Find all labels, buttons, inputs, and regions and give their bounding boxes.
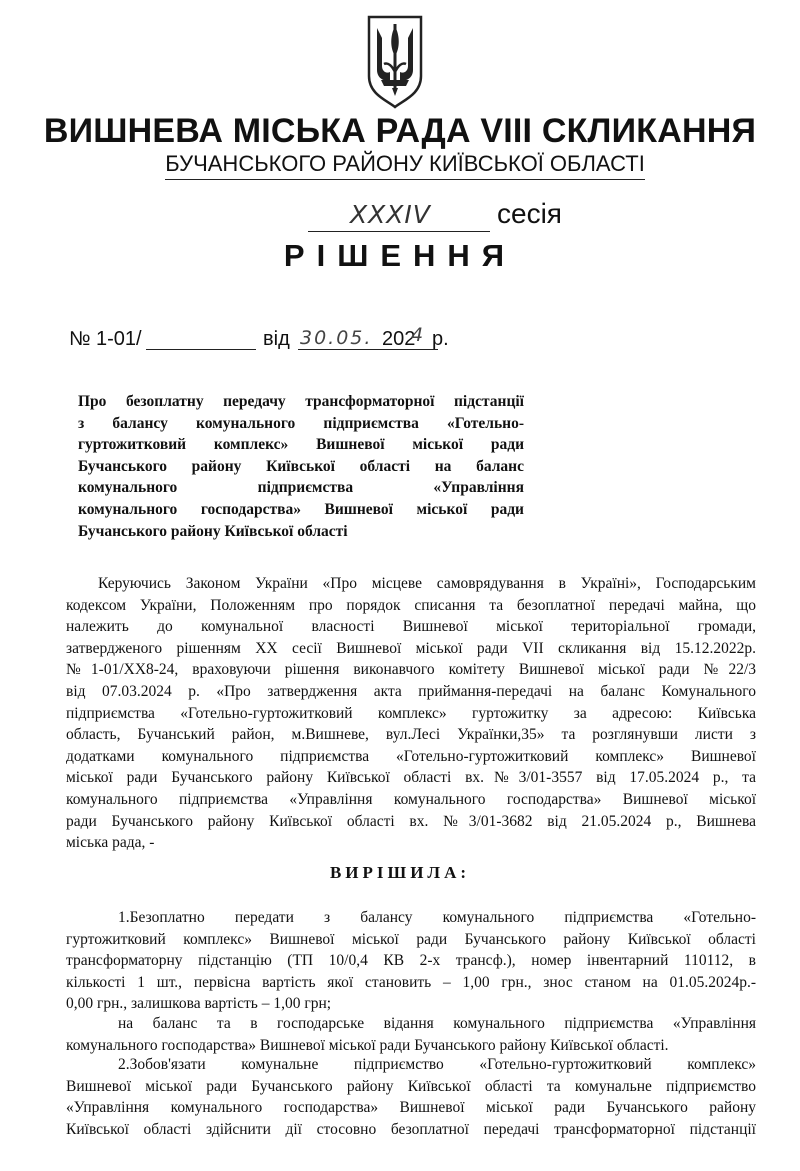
decision-title: РІШЕННЯ: [283, 238, 517, 273]
item-1-line: 1.Безоплатно передати з балансу комунального підприємства «Готельно-: [118, 909, 756, 926]
year-handwritten-digit: 4: [411, 324, 424, 346]
session-number-handwritten: XXXIV: [350, 200, 431, 229]
date-underline: [298, 349, 438, 350]
item-1-line: гуртожитковий комплекс» Вишневої міської ради Бучанського району Київської області: [66, 930, 756, 948]
item-2-paragraph: [66, 1054, 756, 1140]
decision-subject: [78, 391, 524, 542]
item-1-line: 0,00 грн., залишкова вартість – 1,00 грн;: [66, 995, 332, 1013]
subject-line: гуртожитковий комплекс» Вишневої міської ради: [78, 436, 524, 454]
council-subtitle: БУЧАНСЬКОГО РАЙОНУ КИЇВСЬКОЇ ОБЛАСТІ: [165, 151, 645, 180]
document-number-blank: [146, 349, 256, 350]
subject-line: Бучанського району Київської області на баланс: [78, 457, 524, 475]
subject-line: Про безоплатну передачу трансформаторної підстанції: [78, 393, 524, 410]
preamble-line: підприємства «Готельно-гуртожитковий комплекс» гуртожитку за адресою: Київська: [66, 704, 756, 722]
preamble-line: належить до комунальної власності Вишневої міської територіальної громади,: [66, 618, 756, 636]
date-from-label: від: [263, 328, 290, 350]
preamble-paragraph: [66, 573, 756, 854]
preamble-line: область, Бучанський район, м.Вишневе, вул.Лесі Українки,35» та розглянувши листи з: [66, 726, 756, 744]
item-1-paragraph: [66, 907, 756, 1015]
preamble-line: міської ради Бучанського району Київської області вх.№3/01-3557 від 17.05.2024 р., та: [66, 769, 756, 787]
preamble-line: Керуючись Законом України «Про місцеве самоврядування в Україні», Господарським: [98, 575, 756, 592]
session-label: сесія: [497, 198, 562, 229]
preamble-line: ради Бучанського району Київської області вх. №3/01-3682 від 21.05.2024 р., Вишнева: [66, 812, 756, 830]
year-suffix: р.: [432, 328, 449, 350]
item-1-line: трансформаторну підстанцію (ТП 10/0,4 КВ 2-х трансф.), номер інвентарний 110112, в: [66, 952, 756, 970]
preamble-line: додатками комунального підприємства «Готельно-гуртожитковий комплекс» Вишневої: [66, 747, 756, 765]
coat-of-arms-icon: [366, 14, 424, 110]
item-1b-line: на баланс та в господарське відання комунального підприємства «Управління: [118, 1015, 756, 1032]
preamble-line: №1-01/XX8-24, враховуючи рішення виконавчого комітету Вишневої міської ради №22/3: [66, 661, 756, 679]
preamble-line: від 07.03.2024 р. «Про затвердження акта приймання-передачі на баланс Комунального: [66, 682, 756, 700]
document-number-label: № 1-01/: [69, 328, 142, 350]
preamble-line: міська рада, -: [66, 834, 155, 852]
resolved-heading: ВИРІШИЛА:: [329, 863, 471, 882]
item-1-line: кількості 1 шт., первісна вартість якої становить – 1,00 грн., знос станом на 01.05.2024р.-: [66, 973, 756, 991]
subject-line: Бучанського району Київської області: [78, 522, 348, 540]
preamble-line: затвердженого рішенням XX сесії Вишневої міської ради VII скликання від 15.12.2022р.: [66, 639, 756, 657]
year-prefix: 202: [382, 328, 416, 350]
item-1-continuation: [66, 1013, 756, 1056]
item-2-line: «Управління комунального господарства» Вишневої міської ради Бучанського району: [66, 1099, 756, 1117]
preamble-line: кодексом України, Положенням про порядок списання та безоплатної передачі майна, що: [66, 596, 756, 614]
subject-line: комунального підприємства «Управління: [78, 479, 524, 497]
item-2-line: 2.Зобов'язати комунальне підприємство «Готельно-гуртожитковий комплекс»: [118, 1056, 756, 1073]
subject-line: комунального господарства» Вишневої міської ради: [78, 500, 524, 518]
date-handwritten: 30.05.: [300, 327, 373, 349]
preamble-line: комунального підприємства «Управління комунального господарства» Вишневої міської: [66, 790, 756, 808]
item-2-line: Вишневої міської ради Бучанського району Київської області та комунальне підприємство: [66, 1077, 756, 1095]
item-2-line: Київської області здійснити дії стосовно безоплатної передачі трансформаторної підстанції: [66, 1120, 756, 1138]
item-1b-line: комунального господарства» Вишневої міської ради Бучанського району Київської області.: [66, 1036, 669, 1054]
council-title: ВИШНЕВА МІСЬКА РАДА VIII СКЛИКАННЯ: [43, 112, 757, 150]
subject-line: з балансу комунального підприємства «Готельно-: [78, 414, 524, 432]
